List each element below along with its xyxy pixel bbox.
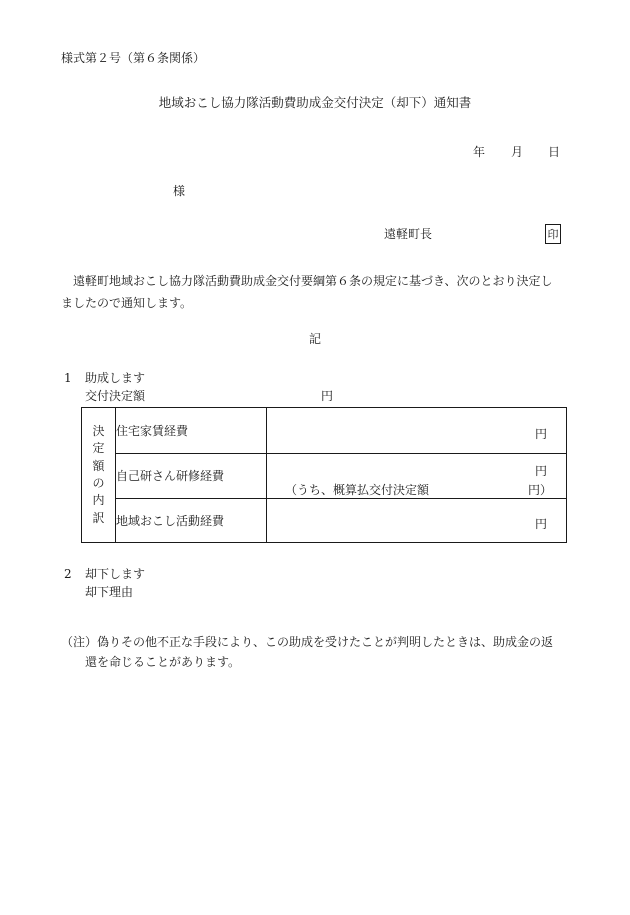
date-year-label: 年 (473, 145, 486, 159)
amount-self-training (267, 454, 567, 498)
note-line-2: 還を命じることがあります。 (85, 655, 241, 669)
seal-mark: 印 (545, 224, 561, 244)
breakdown-vertical-header (82, 408, 116, 543)
amount-housing-rent (267, 408, 567, 454)
rejection-reason-label: 却下理由 (85, 585, 134, 599)
section-1-label: 助成します (85, 371, 146, 385)
item-self-training: 自己研さん研修経費 (116, 454, 267, 498)
vertical-header-char: 内 (92, 493, 105, 508)
section-2-number: 2 (64, 567, 72, 581)
yen-unit: 円 (534, 427, 547, 441)
note-line-1: （注）偽りその他不正な手段により、この助成を受けたことが判明したときは、助成金の返 (61, 635, 554, 649)
table-row (82, 498, 567, 542)
grant-amount-yen: 円 (321, 389, 334, 403)
yen-unit: 円 (534, 464, 547, 479)
table-row (82, 408, 567, 454)
vertical-header-char: 決 (92, 423, 105, 438)
section-1-number: 1 (64, 371, 72, 385)
vertical-header-char: の (92, 476, 105, 490)
form-number: 様式第２号（第６条関係） (61, 51, 206, 65)
item-community-activity: 地域おこし活動経費 (116, 498, 267, 542)
body-text-line-2: ましたので通知します。 (61, 296, 193, 310)
ki-heading: 記 (308, 332, 321, 346)
body-text-line-1: 遠軽町地域おこし協力隊活動費助成金交付要綱第６条の規定に基づき、次のとおり決定し (73, 274, 553, 288)
table-row (82, 454, 567, 498)
yen-unit: 円 (534, 516, 547, 531)
date-day-label: 日 (548, 145, 561, 159)
item-housing-rent: 住宅家賃経費 (116, 408, 267, 454)
addressee-suffix: 様 (173, 184, 186, 198)
grant-amount-label: 交付決定額 (85, 389, 146, 403)
vertical-header-char: 定 (92, 441, 105, 456)
vertical-header-char: 額 (92, 458, 105, 473)
vertical-header-char: 訳 (92, 510, 105, 525)
breakdown-table (81, 407, 567, 543)
issuer-name: 遠軽町長 (384, 227, 433, 241)
advance-payment-yen: 円） (527, 483, 552, 498)
advance-payment-note: （うち、概算払交付決定額 (285, 483, 430, 498)
date-month-label: 月 (511, 145, 524, 159)
section-2-label: 却下します (85, 567, 146, 581)
document-title: 地域おこし協力隊活動費助成金交付決定（却下）通知書 (158, 95, 472, 110)
amount-community-activity (267, 498, 567, 542)
